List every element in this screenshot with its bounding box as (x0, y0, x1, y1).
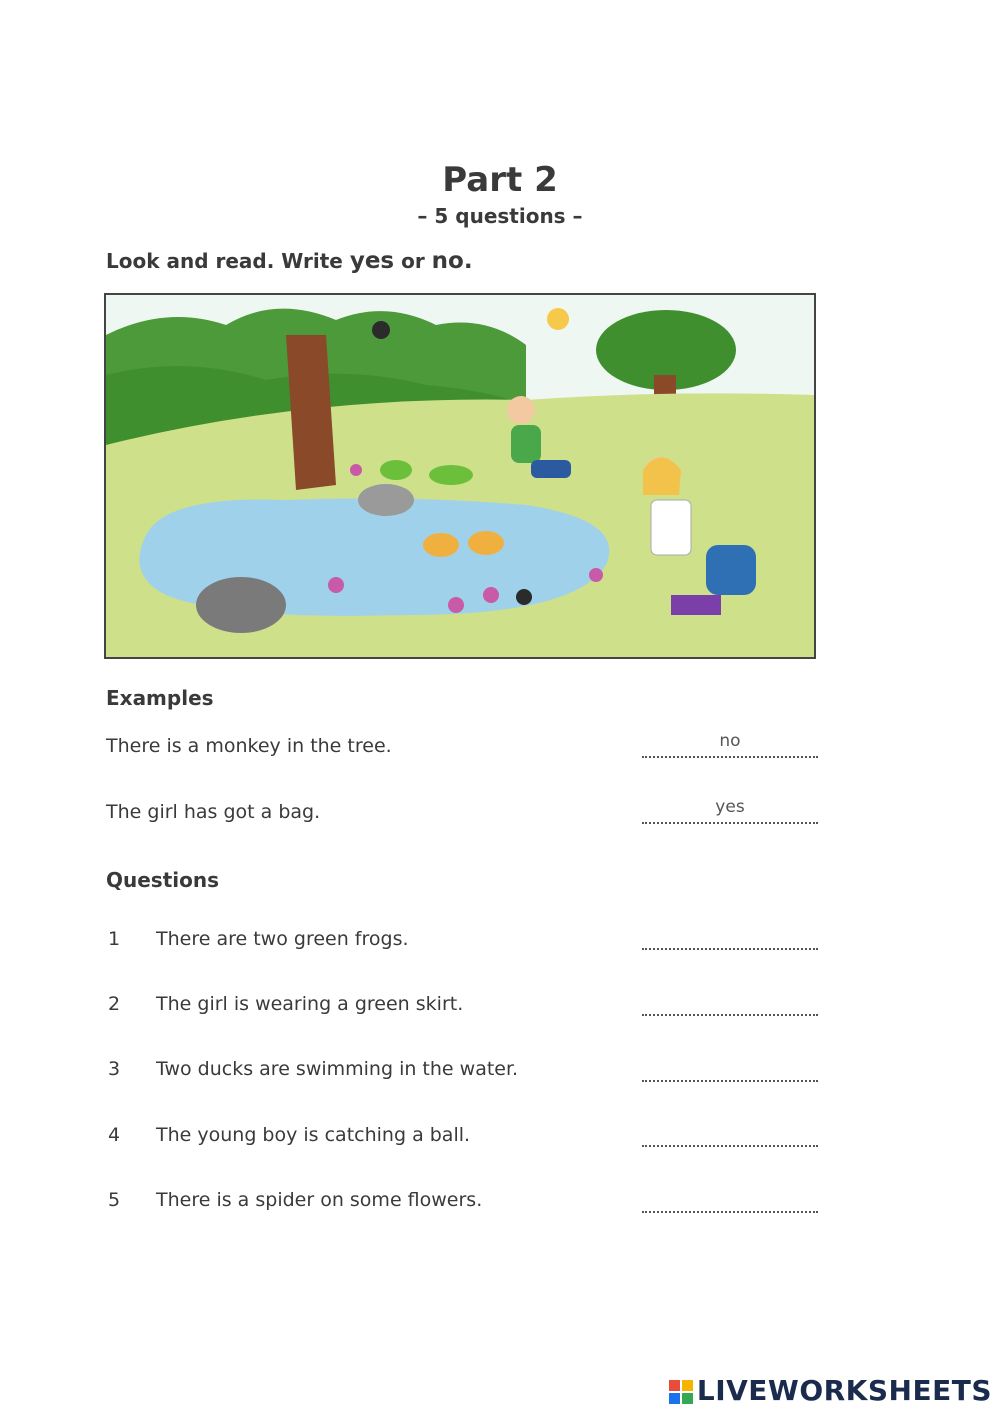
instruction-prefix: Look and read. Write (106, 249, 343, 273)
question-text: There is a spider on some flowers. (156, 1189, 483, 1211)
question-number: 3 (108, 1058, 121, 1080)
instruction-or: or (401, 249, 425, 273)
question-text: The girl is wearing a green skirt. (156, 993, 464, 1015)
instruction-no: no. (431, 248, 473, 274)
girl-skirt (671, 595, 721, 615)
boy-head (507, 396, 535, 424)
question-number: 4 (108, 1124, 121, 1146)
example-sentence: There is a monkey in the tree. (106, 735, 392, 757)
bag-icon (706, 545, 756, 595)
brand-text: LIVEWORKSHEETS (696, 1374, 992, 1407)
instruction-yes: yes (349, 248, 395, 274)
liveworksheets-brand (669, 1374, 992, 1407)
frog-icon (380, 460, 412, 480)
boy-shirt (511, 425, 541, 463)
duck-icon (423, 533, 459, 557)
park-scene-illustration (104, 293, 816, 659)
example-sentence: The girl has got a bag. (106, 801, 321, 823)
page-subtitle: – 5 questions – (417, 204, 583, 228)
questions-heading: Questions (106, 868, 220, 892)
example-answer-field[interactable]: no (642, 730, 818, 758)
page-title: Part 2 (442, 160, 558, 200)
answer-input-1[interactable] (642, 922, 818, 950)
question-number: 1 (108, 928, 121, 950)
bird-icon (372, 321, 390, 339)
liveworksheets-logo-icon (669, 1380, 693, 1404)
question-text: Two ducks are swimming in the water. (156, 1058, 519, 1080)
spider-icon (516, 589, 532, 605)
answer-input-2[interactable] (642, 988, 818, 1016)
question-text: The young boy is catching a ball. (156, 1124, 471, 1146)
park-scene-svg (106, 295, 814, 657)
girl-shirt (651, 500, 691, 555)
rock (358, 484, 414, 516)
question-number: 5 (108, 1189, 121, 1211)
duck-icon (468, 531, 504, 555)
frog-jumping-icon (429, 465, 473, 485)
answer-input-5[interactable] (642, 1185, 818, 1213)
sun-icon (547, 308, 569, 330)
rock-large (196, 577, 286, 633)
question-text: There are two green frogs. (156, 928, 409, 950)
example-answer-field[interactable]: yes (642, 796, 818, 824)
examples-heading: Examples (106, 686, 214, 710)
answer-input-3[interactable] (642, 1054, 818, 1082)
instruction (106, 248, 473, 274)
question-number: 2 (108, 993, 121, 1015)
boy-jeans (531, 460, 571, 478)
answer-input-4[interactable] (642, 1119, 818, 1147)
